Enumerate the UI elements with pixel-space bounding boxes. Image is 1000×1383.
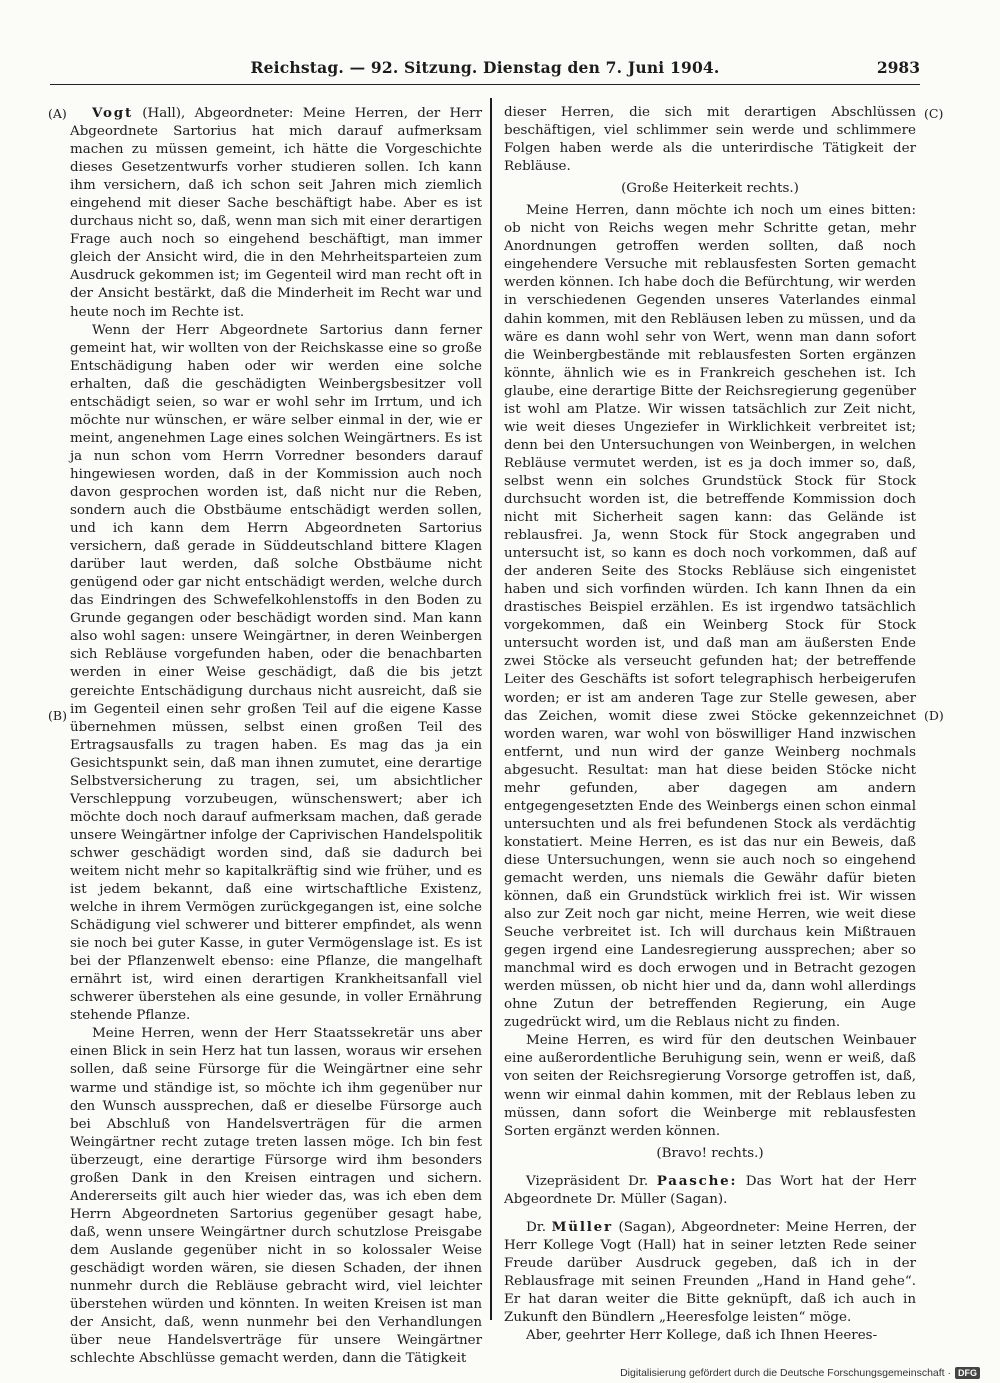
speaker-name: Vogt	[92, 105, 133, 121]
paragraph-text: (Hall), Abgeordneter: Meine Herren, der Herr Abgeordnete Sartorius hat mich darauf aufmerksam machen zu müssen gemeint, ich hätte die Vorgeschichte dieses Gesetzentwurfs vorher studieren sollen. Ich kann ihm versichern, daß ich schon seit Jahren mich ziemlich eingehend mit dieser Sache beschäftigt habe. Aber es ist durchaus nicht so, daß, wenn man sich mit einer derartigen Frage auch noch so eingehend beschäftigt, man immer gleich der Ansicht wird, die in den Mehrheitsparteien zum Ausdruck gekommen ist; im Gegenteil wird man recht oft in der Ansicht bestärkt, daß die Minderheit im Recht war und heute noch im Rechte ist.	[70, 106, 482, 320]
margin-mark-a: (A)	[48, 106, 67, 121]
digitization-footer	[620, 1367, 980, 1379]
page-header	[50, 58, 920, 85]
dfg-logo: DFG	[955, 1367, 980, 1379]
paragraph: Wenn der Herr Abgeordnete Sartorius dann ferner gemeint hat, wir wollten von der Reichskasse eine so große Entschädigung haben oder wir werden eine solche erhalten, daß die geschädigten Weinbergsbesitzer voll entschädigt seien, so war er wohl sehr im Irrtum, und ich möchte nur wünschen, er wäre selber einmal in der, wie er meint, angenehmen Lage eines solchen Weingärtners. Es ist ja nun schon vom Herrn Vorredner besonders darauf hingewiesen worden, daß in der Kommission auch noch davon gesprochen worden ist, daß nicht nur die Reben, sondern auch die Obstbäume entschädigt werden sollen, und ich kann dem Herrn Abgeordneten Sartorius versichern, daß gerade in Süddeutschland bittere Klagen darüber laut werden, daß solche Obstbäume nicht genügend oder gar nicht entschädigt werden, welche durch das Eindringen des Schwefelkohlenstoffs in den Boden zu Grunde gegangen oder beschädigt worden sind. Man kann also wohl sagen: unsere Weingärtner, in deren Weinbergen sich Rebläuse vorgefunden haben, oder die benachbarten werden in einer Weise geschädigt, daß die bis jetzt gereichte Entschädigung durchaus nicht ausreicht, daß sie im Gegenteil einen sehr großen Teil auf die eigene Kasse übernehmen müssen, selbst einen großen Teil des Ertragsausfalls zu tragen haben. Es mag das ja ein Gesichtspunkt sein, daß man ihnen zumutet, eine derartige Selbstversicherung zu tragen, sei, um absichtlicher Verschleppung vorzubeugen, wünschenswert; aber ich möchte doch noch darauf aufmerksam machen, daß gerade unsere Weingärtner infolge der Caprivischen Handelspolitik schwer geschädigt worden sind, daß sie dadurch bei weitem nicht mehr so kapitalkräftig sind wie früher, und es ist jedem bekannt, daß eine wirtschaftliche Existenz, welche in ihrem Vermögen zurückgegangen ist, eine solche Schädigung viel schwerer und bitterer empfindet, als wenn sie noch bei guter Kasse, in guter Vermögenslage ist. Es ist bei der Pflanzenwelt ebenso: eine Pflanze, die mangelhaft ernährt ist, wird einen derartigen Krankheitsanfall viel schwerer überstehen als eine gesunde, in voller Ernährung stehende Pflanze.	[70, 322, 482, 1024]
paragraph: dieser Herren, die sich mit derartigen Abschlüssen beschäftigen, viel schlimmer sein werde und schlimmere Folgen haben werde als die unterirdische Tätigkeit der Rebläuse.	[504, 105, 916, 175]
margin-mark-c: (C)	[924, 106, 944, 121]
paragraph: Meine Herren, es wird für den deutschen Weinbauer eine außerordentliche Beruhigung sein, wenn er weiß, daß von seiten der Reichsregierung Vorsorge getroffen ist, daß, wenn wir einmal dahin kommen, mit der Reblaus leben zu müssen, dann sofort die Weinberge mit reblausfesten Sorten ergänzt werden können.	[504, 1033, 916, 1139]
header-title: Reichstag. — 92. Sitzung. Dienstag den 7. Juni 1904.	[250, 58, 720, 77]
paragraph-text: (Sagan), Abgeordneter: Meine Herren, der Herr Kollege Vogt (Hall) hat in seiner letzten Rede seiner Freude darüber Ausdruck gegeben, daß ich in der Reblausfrage mit seinen Freunden „Hand in Hand gehe“. Er hat daran weiter die Bitte geknüpft, daß ich auch in Zukunft den Bündlern „Heeresfolge leisten“ möge.	[504, 1219, 916, 1326]
paragraph: Meine Herren, wenn der Herr Staatssekretär uns aber einen Blick in sein Herz hat tun lassen, woraus wir ersehen sollen, daß seine Fürsorge für die Weingärtner eine sehr warme und ständige ist, so möchte ich ihm gegenüber nur den Wunsch aussprechen, daß er dieselbe Fürsorge auch bei Abschluß von Handelsverträgen für die armen Weingärtner recht zutage treten lassen möge. Ich bin fest überzeugt, eine derartige Fürsorge wird ihm besonders großen Dank in den Kreisen eintragen und sichern. Andererseits gilt auch hier wieder das, was ich eben dem Herrn Abgeordneten Sartorius gegenüber gesagt habe, daß, wenn unsere Weingärtner durch schutzlose Preisgabe dem Auslande gegenüber nicht in so kolossaler Weise geschädigt worden wären, sie diesen Schaden, der ihnen nunmehr durch die Rebläuse gebracht wird, viel leichter überstehen würden und könnten. In weiten Kreisen ist man der Ansicht, daß, wenn nunmehr bei den Verhandlungen über neue Handelsverträge für unsere Weingärtner schlechte Abschlüsse gemacht werden, dann die Tätigkeit	[70, 1026, 482, 1367]
right-column	[504, 104, 916, 1345]
paragraph	[70, 104, 482, 322]
speaker-name: Paasche:	[656, 1172, 738, 1189]
paragraph	[504, 1218, 916, 1327]
paragraph	[504, 1172, 916, 1209]
margin-mark-d: (D)	[924, 708, 944, 723]
paragraph: Meine Herren, dann möchte ich noch um eines bitten: ob nicht von Reichs wegen mehr Schritte getan, mehr Anordnungen getroffen werden sollten, daß noch eingehendere Versuche mit reblausfesten Sorten gemacht werden können. Ich habe doch die Befürchtung, wir werden in verschiedenen Gegenden unseres Vaterlandes einmal dahin kommen, mit den Rebläusen leben zu müssen, und da wäre es dann wohl sehr von Wert, wenn man dann sofort die Weinbergbestände mit reblausfesten Sorten ergänzen könnte, ähnlich wie es in Frankreich geschehen ist. Ich glaube, eine derartige Bitte der Reichsregierung gegenüber ist wohl am Platze. Wir wissen tatsächlich zur Zeit nicht, wie weit dieses Ungeziefer in Wirklichkeit verbreitet ist; denn bei den Untersuchungen von Weinbergen, in welchen Rebläuse vermutet werden, ist es ja doch immer so, daß, selbst wenn ein solches Grundstück Stock für Stock durchsucht worden ist, die betreffende Kommission doch nicht mit Sicherheit sagen kann: das Gelände ist reblausfrei. Ja, wenn Stock für Stock angegraben und untersucht ist, so kann es doch noch vorkommen, daß auf der anderen Seite des Stocks Rebläuse sich eingenistet haben und sich vorfinden würden. Ich kann Ihnen da ein drastisches Beispiel erzählen. Es ist irgendwo tatsächlich vorgekommen, daß ein Weinberg Stock für Stock untersucht worden ist, und daß man am äußersten Ende zwei Stöcke als verseucht gefunden hat; der betreffende Leiter des Geschäfts ist sofort telegraphisch herbeigerufen worden; er ist am anderen Tage zur Stelle gewesen, aber das Zeichen, womit diese zwei Stöcke gekennzeichnet worden waren, war wohl von böswilliger Hand inzwischen entfernt, und nun wird der ganze Weinberg nochmals abgesucht. Resultat: man hat diese beiden Stöcke nicht mehr gefunden, aber dagegen am andern entgegengesetzten Ende des Weinbergs einen schon einmal untersuchten und als frei befundenen Stock als verdächtig konstatiert. Meine Herren, es ist das nur ein Beweis, daß diese Untersuchungen, wenn sie auch noch so eingehend gemacht werden, uns niemals die Gewähr dafür bieten können, daß ein Grundstück wirklich frei ist. Wir wissen also zur Zeit noch gar nicht, meine Herren, wie weit diese Seuche verbreitet ist. Ich will durchaus kein Mißtrauen gegen irgend eine Landesregierung aussprechen; aber so manchmal wird es doch erwogen und in Betracht gezogen werden müssen, ob nicht hier und da, dann wohl allerdings ohne Zutun der betreffenden Regierung, ein Auge zugedrückt wird, um die Reblaus nicht zu finden.	[504, 203, 916, 1031]
footer-text: Digitalisierung gefördert durch die Deutsche Forschungsgemeinschaft ·	[620, 1367, 951, 1379]
margin-mark-b: (B)	[48, 708, 67, 723]
column-divider	[490, 98, 492, 1320]
reaction-note: (Bravo! rechts.)	[656, 1145, 764, 1161]
paragraph-text: Vizepräsident Dr.	[526, 1173, 657, 1189]
paragraph: Aber, geehrter Herr Kollege, daß ich Ihnen Heeres-	[526, 1328, 878, 1344]
left-column	[70, 104, 482, 1368]
reaction-note: (Große Heiterkeit rechts.)	[621, 181, 799, 197]
speaker-name: Müller	[551, 1218, 613, 1235]
page-number: 2983	[876, 58, 920, 77]
paragraph-text: Das Wort hat der Herr Abgeordnete Dr. Müller (Sagan).	[504, 1173, 916, 1207]
paragraph-text: Dr.	[526, 1219, 552, 1235]
